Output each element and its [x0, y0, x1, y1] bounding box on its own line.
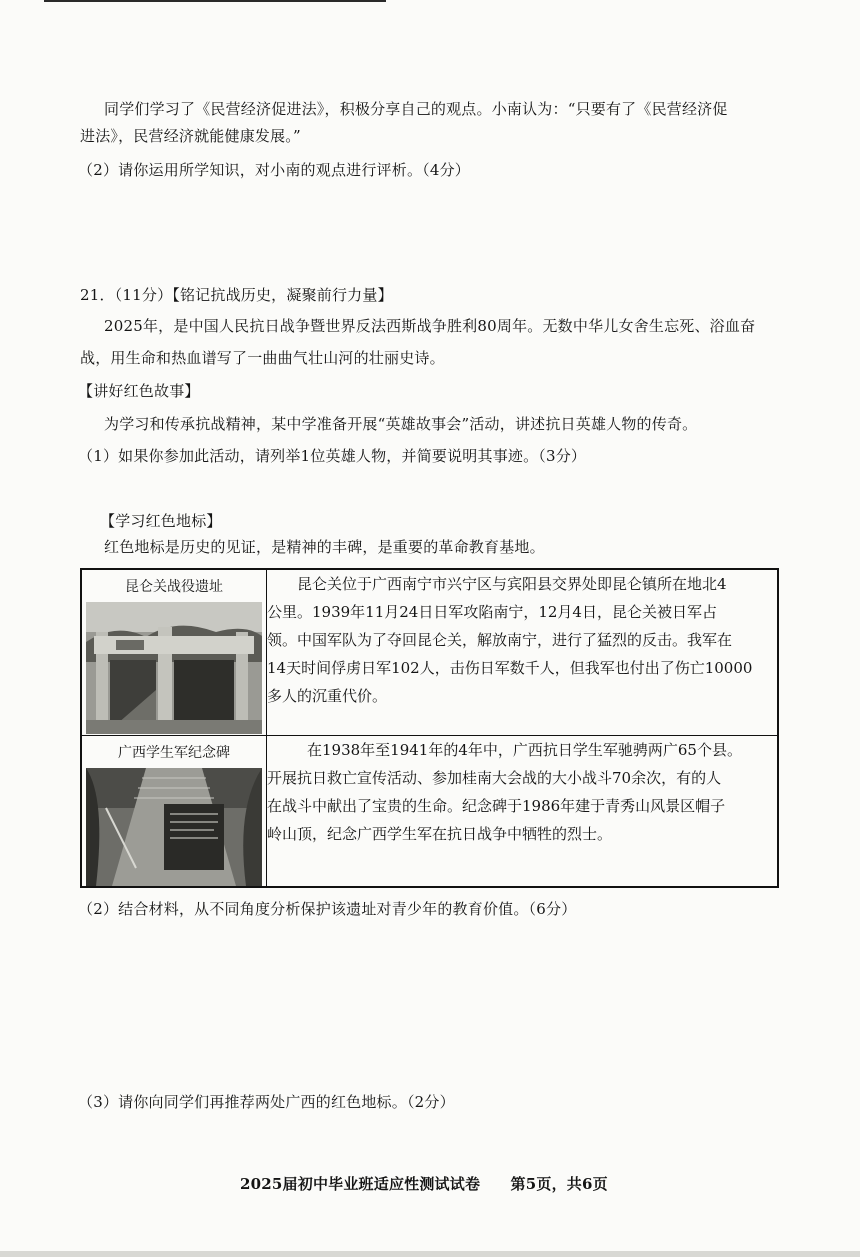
question-21-3: （3）请你向同学们再推荐两处广西的红色地标。（2分） [78, 1093, 455, 1111]
material-image-cell [81, 569, 267, 735]
caption-kunlunguan: 昆仑关战役遗址 [125, 579, 223, 595]
material-row-student-army [81, 735, 778, 887]
caption-student-army: 广西学生军纪念碑 [118, 744, 230, 761]
material-text-student-army [267, 735, 779, 887]
material-row-kunlunguan [81, 569, 778, 735]
material-line: 在战斗中献出了宝贵的生命。纪念碑于1986年建于青秀山风景区帽子 [267, 796, 726, 815]
intro-line-2: 进法》，民营经济就能健康发展。” [80, 127, 301, 145]
material-image-cell [81, 735, 267, 887]
section-text-red-landmarks: 红色地标是历史的见证，是精神的丰碑，是重要的革命教育基地。 [104, 538, 545, 556]
material-line: 昆仑关位于广西南宁市兴宁区与宾阳县交界处即昆仑镇所在地北4 [297, 575, 727, 593]
material-line: 多人的沉重代价。 [267, 687, 388, 705]
question-21-1: （1）如果你参加此活动，请列举1位英雄人物，并简要说明其事迹。（3分） [78, 447, 587, 465]
q21-intro-line-1: 2025年，是中国人民抗日战争暨世界反法西斯战争胜利80周年。无数中华儿女舍生忘死、浴血奋 [104, 317, 756, 335]
section-title-red-landmarks: 【学习红色地标】 [100, 512, 222, 530]
top-rule [44, 0, 386, 2]
material-text-kunlunguan [267, 569, 779, 735]
q21-intro-line-2: 战，用生命和热血谱写了一曲曲气壮山河的壮丽史诗。 [80, 349, 445, 367]
question-21-header: 21．（11分）【铭记抗战历史，凝聚前行力量】 [80, 286, 393, 304]
material-line: 开展抗日救亡宣传活动、参加桂南大会战的大小战斗70余次，有的人 [267, 768, 722, 787]
material-line: 领。中国军队为了夺回昆仑关，解放南宁，进行了猛烈的反击。我军在 [267, 631, 733, 649]
question-20-2: （2）请你运用所学知识，对小南的观点进行评析。（4分） [78, 161, 470, 179]
material-line: 在1938年至1941年的4年中，广西抗日学生军驰骋两广65个县。 [307, 740, 742, 759]
page-bottom-edge [0, 1251, 860, 1257]
question-21-2: （2）结合材料，从不同角度分析保护该遗址对青少年的教育价值。（6分） [78, 900, 577, 918]
intro-line-1: 同学们学习了《民营经济促进法》，积极分享自己的观点。小南认为：“只要有了《民营经济促 [104, 100, 728, 118]
material-table [80, 568, 779, 888]
section-text-red-stories: 为学习和传承抗战精神，某中学准备开展“英雄故事会”活动，讲述抗日英雄人物的传奇。 [104, 415, 698, 433]
material-line: 公里。1939年11月24日日军攻陷南宁，12月4日，昆仑关被日军占 [267, 603, 717, 621]
page-footer: 2025届初中毕业班适应性测试试卷 第5页，共6页 [240, 1175, 608, 1193]
photo-kunlunguan-gate [86, 602, 262, 734]
section-title-red-stories: 【讲好红色故事】 [78, 382, 200, 400]
material-line: 岭山顶，纪念广西学生军在抗日战争中牺牲的烈士。 [267, 824, 613, 843]
photo-student-army-monument [86, 768, 262, 886]
material-line: 14天时间俘虏日军102人，击伤日军数千人，但我军也付出了伤亡10000 [267, 659, 753, 677]
